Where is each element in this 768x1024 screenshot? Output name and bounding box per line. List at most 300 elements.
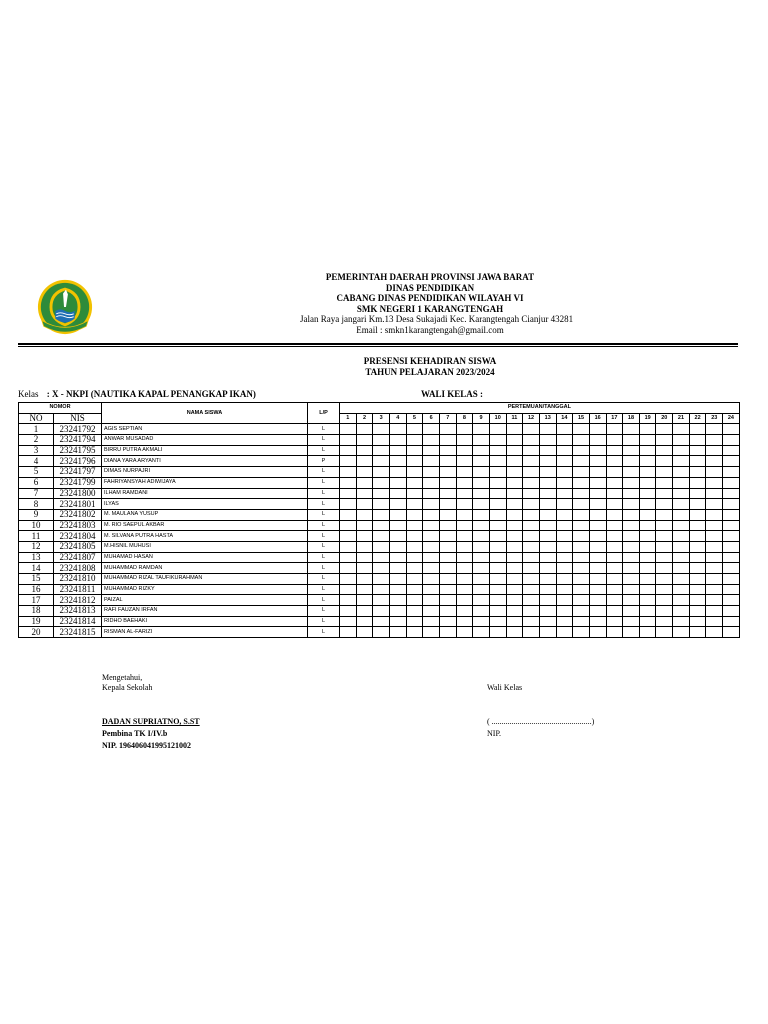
attendance-cell[interactable] [689,574,706,585]
attendance-cell[interactable] [589,552,606,563]
attendance-cell[interactable] [623,477,640,488]
attendance-cell[interactable] [539,616,556,627]
attendance-cell[interactable] [539,574,556,585]
attendance-cell[interactable] [723,435,740,446]
attendance-cell[interactable] [473,424,490,435]
attendance-cell[interactable] [406,445,423,456]
attendance-cell[interactable] [356,574,373,585]
attendance-cell[interactable] [656,435,673,446]
attendance-cell[interactable] [539,595,556,606]
attendance-cell[interactable] [673,477,690,488]
attendance-cell[interactable] [439,595,456,606]
attendance-cell[interactable] [523,616,540,627]
attendance-cell[interactable] [456,584,473,595]
attendance-cell[interactable] [556,520,573,531]
attendance-cell[interactable] [656,606,673,617]
attendance-cell[interactable] [573,509,590,520]
attendance-cell[interactable] [340,552,357,563]
attendance-cell[interactable] [556,541,573,552]
attendance-cell[interactable] [506,616,523,627]
attendance-cell[interactable] [723,616,740,627]
attendance-cell[interactable] [506,563,523,574]
attendance-cell[interactable] [439,616,456,627]
attendance-cell[interactable] [539,606,556,617]
attendance-cell[interactable] [340,424,357,435]
attendance-cell[interactable] [373,584,390,595]
attendance-cell[interactable] [423,595,440,606]
attendance-cell[interactable] [706,424,723,435]
attendance-cell[interactable] [656,584,673,595]
attendance-cell[interactable] [656,520,673,531]
attendance-cell[interactable] [723,531,740,542]
attendance-cell[interactable] [373,627,390,638]
attendance-cell[interactable] [723,467,740,478]
attendance-cell[interactable] [473,541,490,552]
attendance-cell[interactable] [723,488,740,499]
attendance-cell[interactable] [389,584,406,595]
attendance-cell[interactable] [506,456,523,467]
attendance-cell[interactable] [506,606,523,617]
attendance-cell[interactable] [406,520,423,531]
attendance-cell[interactable] [489,595,506,606]
attendance-cell[interactable] [656,456,673,467]
attendance-cell[interactable] [606,520,623,531]
attendance-cell[interactable] [673,435,690,446]
attendance-cell[interactable] [473,456,490,467]
attendance-cell[interactable] [356,616,373,627]
attendance-cell[interactable] [406,552,423,563]
attendance-cell[interactable] [340,584,357,595]
attendance-cell[interactable] [606,424,623,435]
attendance-cell[interactable] [573,467,590,478]
attendance-cell[interactable] [639,424,656,435]
attendance-cell[interactable] [473,584,490,595]
attendance-cell[interactable] [506,595,523,606]
attendance-cell[interactable] [506,584,523,595]
attendance-cell[interactable] [506,435,523,446]
attendance-cell[interactable] [573,531,590,542]
attendance-cell[interactable] [523,574,540,585]
attendance-cell[interactable] [689,477,706,488]
attendance-cell[interactable] [389,563,406,574]
attendance-cell[interactable] [623,499,640,510]
attendance-cell[interactable] [356,435,373,446]
attendance-cell[interactable] [506,445,523,456]
attendance-cell[interactable] [606,563,623,574]
attendance-cell[interactable] [689,616,706,627]
attendance-cell[interactable] [340,563,357,574]
attendance-cell[interactable] [689,531,706,542]
attendance-cell[interactable] [356,467,373,478]
attendance-cell[interactable] [523,541,540,552]
attendance-cell[interactable] [589,595,606,606]
attendance-cell[interactable] [656,477,673,488]
attendance-cell[interactable] [623,445,640,456]
attendance-cell[interactable] [706,520,723,531]
attendance-cell[interactable] [589,488,606,499]
attendance-cell[interactable] [539,520,556,531]
attendance-cell[interactable] [623,606,640,617]
attendance-cell[interactable] [623,435,640,446]
attendance-cell[interactable] [723,584,740,595]
attendance-cell[interactable] [406,616,423,627]
attendance-cell[interactable] [506,627,523,638]
attendance-cell[interactable] [406,627,423,638]
attendance-cell[interactable] [506,541,523,552]
attendance-cell[interactable] [456,520,473,531]
attendance-cell[interactable] [456,552,473,563]
attendance-cell[interactable] [456,467,473,478]
attendance-cell[interactable] [573,445,590,456]
attendance-cell[interactable] [473,477,490,488]
attendance-cell[interactable] [456,488,473,499]
attendance-cell[interactable] [340,520,357,531]
attendance-cell[interactable] [456,456,473,467]
attendance-cell[interactable] [439,477,456,488]
attendance-cell[interactable] [556,531,573,542]
attendance-cell[interactable] [340,445,357,456]
attendance-cell[interactable] [506,509,523,520]
attendance-cell[interactable] [523,445,540,456]
attendance-cell[interactable] [473,552,490,563]
attendance-cell[interactable] [340,531,357,542]
attendance-cell[interactable] [706,627,723,638]
attendance-cell[interactable] [673,541,690,552]
attendance-cell[interactable] [556,467,573,478]
attendance-cell[interactable] [373,616,390,627]
attendance-cell[interactable] [439,424,456,435]
attendance-cell[interactable] [589,445,606,456]
attendance-cell[interactable] [506,520,523,531]
attendance-cell[interactable] [723,509,740,520]
attendance-cell[interactable] [423,531,440,542]
attendance-cell[interactable] [356,509,373,520]
attendance-cell[interactable] [723,595,740,606]
attendance-cell[interactable] [556,584,573,595]
attendance-cell[interactable] [506,552,523,563]
attendance-cell[interactable] [589,563,606,574]
attendance-cell[interactable] [389,595,406,606]
attendance-cell[interactable] [673,531,690,542]
attendance-cell[interactable] [573,435,590,446]
attendance-cell[interactable] [623,574,640,585]
attendance-cell[interactable] [456,541,473,552]
attendance-cell[interactable] [489,574,506,585]
attendance-cell[interactable] [406,435,423,446]
attendance-cell[interactable] [706,456,723,467]
attendance-cell[interactable] [373,531,390,542]
attendance-cell[interactable] [723,627,740,638]
attendance-cell[interactable] [639,477,656,488]
attendance-cell[interactable] [340,499,357,510]
attendance-cell[interactable] [556,606,573,617]
attendance-cell[interactable] [623,541,640,552]
attendance-cell[interactable] [389,477,406,488]
attendance-cell[interactable] [373,541,390,552]
attendance-cell[interactable] [606,541,623,552]
attendance-cell[interactable] [340,616,357,627]
attendance-cell[interactable] [340,488,357,499]
attendance-cell[interactable] [406,488,423,499]
attendance-cell[interactable] [389,627,406,638]
attendance-cell[interactable] [706,435,723,446]
attendance-cell[interactable] [473,563,490,574]
attendance-cell[interactable] [356,488,373,499]
attendance-cell[interactable] [556,595,573,606]
attendance-cell[interactable] [489,627,506,638]
attendance-cell[interactable] [689,520,706,531]
attendance-cell[interactable] [523,520,540,531]
attendance-cell[interactable] [723,445,740,456]
attendance-cell[interactable] [556,563,573,574]
attendance-cell[interactable] [606,456,623,467]
attendance-cell[interactable] [456,435,473,446]
attendance-cell[interactable] [373,456,390,467]
attendance-cell[interactable] [373,499,390,510]
attendance-cell[interactable] [556,488,573,499]
attendance-cell[interactable] [489,424,506,435]
attendance-cell[interactable] [556,627,573,638]
attendance-cell[interactable] [723,456,740,467]
attendance-cell[interactable] [656,467,673,478]
attendance-cell[interactable] [489,467,506,478]
attendance-cell[interactable] [473,435,490,446]
attendance-cell[interactable] [706,552,723,563]
attendance-cell[interactable] [406,424,423,435]
attendance-cell[interactable] [489,541,506,552]
attendance-cell[interactable] [539,424,556,435]
attendance-cell[interactable] [689,509,706,520]
attendance-cell[interactable] [340,574,357,585]
attendance-cell[interactable] [556,424,573,435]
attendance-cell[interactable] [456,477,473,488]
attendance-cell[interactable] [723,499,740,510]
attendance-cell[interactable] [373,509,390,520]
attendance-cell[interactable] [689,499,706,510]
attendance-cell[interactable] [373,488,390,499]
attendance-cell[interactable] [373,552,390,563]
attendance-cell[interactable] [456,606,473,617]
attendance-cell[interactable] [356,445,373,456]
attendance-cell[interactable] [723,574,740,585]
attendance-cell[interactable] [706,584,723,595]
attendance-cell[interactable] [389,499,406,510]
attendance-cell[interactable] [473,499,490,510]
attendance-cell[interactable] [673,606,690,617]
attendance-cell[interactable] [673,574,690,585]
attendance-cell[interactable] [573,616,590,627]
attendance-cell[interactable] [589,499,606,510]
attendance-cell[interactable] [340,595,357,606]
attendance-cell[interactable] [473,467,490,478]
attendance-cell[interactable] [673,552,690,563]
attendance-cell[interactable] [539,488,556,499]
attendance-cell[interactable] [356,584,373,595]
attendance-cell[interactable] [523,595,540,606]
attendance-cell[interactable] [340,606,357,617]
attendance-cell[interactable] [539,584,556,595]
attendance-cell[interactable] [423,563,440,574]
attendance-cell[interactable] [489,445,506,456]
attendance-cell[interactable] [340,467,357,478]
attendance-cell[interactable] [489,584,506,595]
attendance-cell[interactable] [623,520,640,531]
attendance-cell[interactable] [639,552,656,563]
attendance-cell[interactable] [573,627,590,638]
attendance-cell[interactable] [523,509,540,520]
attendance-cell[interactable] [423,509,440,520]
attendance-cell[interactable] [506,467,523,478]
attendance-cell[interactable] [356,499,373,510]
attendance-cell[interactable] [656,563,673,574]
attendance-cell[interactable] [539,552,556,563]
attendance-cell[interactable] [706,467,723,478]
attendance-cell[interactable] [539,456,556,467]
attendance-cell[interactable] [523,477,540,488]
attendance-cell[interactable] [439,574,456,585]
attendance-cell[interactable] [656,424,673,435]
attendance-cell[interactable] [656,541,673,552]
attendance-cell[interactable] [689,435,706,446]
attendance-cell[interactable] [656,531,673,542]
attendance-cell[interactable] [689,488,706,499]
attendance-cell[interactable] [606,595,623,606]
attendance-cell[interactable] [406,606,423,617]
attendance-cell[interactable] [356,520,373,531]
attendance-cell[interactable] [689,467,706,478]
attendance-cell[interactable] [456,627,473,638]
attendance-cell[interactable] [389,509,406,520]
attendance-cell[interactable] [706,509,723,520]
attendance-cell[interactable] [506,531,523,542]
attendance-cell[interactable] [556,445,573,456]
attendance-cell[interactable] [573,574,590,585]
attendance-cell[interactable] [639,574,656,585]
attendance-cell[interactable] [389,445,406,456]
attendance-cell[interactable] [639,627,656,638]
attendance-cell[interactable] [606,477,623,488]
attendance-cell[interactable] [556,552,573,563]
attendance-cell[interactable] [406,574,423,585]
attendance-cell[interactable] [589,435,606,446]
attendance-cell[interactable] [673,627,690,638]
attendance-cell[interactable] [439,563,456,574]
attendance-cell[interactable] [523,467,540,478]
attendance-cell[interactable] [573,595,590,606]
attendance-cell[interactable] [439,509,456,520]
attendance-cell[interactable] [373,520,390,531]
attendance-cell[interactable] [389,616,406,627]
attendance-cell[interactable] [539,531,556,542]
attendance-cell[interactable] [439,584,456,595]
attendance-cell[interactable] [423,627,440,638]
attendance-cell[interactable] [356,456,373,467]
attendance-cell[interactable] [523,584,540,595]
attendance-cell[interactable] [573,563,590,574]
attendance-cell[interactable] [689,563,706,574]
attendance-cell[interactable] [556,477,573,488]
attendance-cell[interactable] [689,424,706,435]
attendance-cell[interactable] [406,541,423,552]
attendance-cell[interactable] [656,627,673,638]
attendance-cell[interactable] [589,541,606,552]
attendance-cell[interactable] [473,531,490,542]
attendance-cell[interactable] [373,435,390,446]
attendance-cell[interactable] [523,606,540,617]
attendance-cell[interactable] [539,445,556,456]
attendance-cell[interactable] [406,584,423,595]
attendance-cell[interactable] [556,616,573,627]
attendance-cell[interactable] [406,595,423,606]
attendance-cell[interactable] [373,445,390,456]
attendance-cell[interactable] [539,541,556,552]
attendance-cell[interactable] [439,541,456,552]
attendance-cell[interactable] [489,488,506,499]
attendance-cell[interactable] [606,499,623,510]
attendance-cell[interactable] [473,606,490,617]
attendance-cell[interactable] [423,606,440,617]
attendance-cell[interactable] [689,627,706,638]
attendance-cell[interactable] [523,435,540,446]
attendance-cell[interactable] [356,541,373,552]
attendance-cell[interactable] [706,606,723,617]
attendance-cell[interactable] [473,509,490,520]
attendance-cell[interactable] [656,574,673,585]
attendance-cell[interactable] [439,606,456,617]
attendance-cell[interactable] [506,424,523,435]
attendance-cell[interactable] [373,574,390,585]
attendance-cell[interactable] [589,574,606,585]
attendance-cell[interactable] [656,616,673,627]
attendance-cell[interactable] [589,531,606,542]
attendance-cell[interactable] [423,477,440,488]
attendance-cell[interactable] [506,574,523,585]
attendance-cell[interactable] [623,584,640,595]
attendance-cell[interactable] [723,541,740,552]
attendance-cell[interactable] [473,445,490,456]
attendance-cell[interactable] [656,552,673,563]
attendance-cell[interactable] [589,616,606,627]
attendance-cell[interactable] [706,563,723,574]
attendance-cell[interactable] [623,488,640,499]
attendance-cell[interactable] [456,531,473,542]
attendance-cell[interactable] [689,552,706,563]
attendance-cell[interactable] [673,499,690,510]
attendance-cell[interactable] [340,509,357,520]
attendance-cell[interactable] [639,445,656,456]
attendance-cell[interactable] [539,627,556,638]
attendance-cell[interactable] [606,584,623,595]
attendance-cell[interactable] [573,488,590,499]
attendance-cell[interactable] [340,435,357,446]
attendance-cell[interactable] [456,616,473,627]
attendance-cell[interactable] [389,456,406,467]
attendance-cell[interactable] [489,499,506,510]
attendance-cell[interactable] [673,520,690,531]
attendance-cell[interactable] [573,606,590,617]
attendance-cell[interactable] [623,627,640,638]
attendance-cell[interactable] [539,499,556,510]
attendance-cell[interactable] [656,595,673,606]
attendance-cell[interactable] [689,606,706,617]
attendance-cell[interactable] [373,595,390,606]
attendance-cell[interactable] [423,424,440,435]
attendance-cell[interactable] [573,477,590,488]
attendance-cell[interactable] [723,477,740,488]
attendance-cell[interactable] [589,606,606,617]
attendance-cell[interactable] [423,574,440,585]
attendance-cell[interactable] [539,435,556,446]
